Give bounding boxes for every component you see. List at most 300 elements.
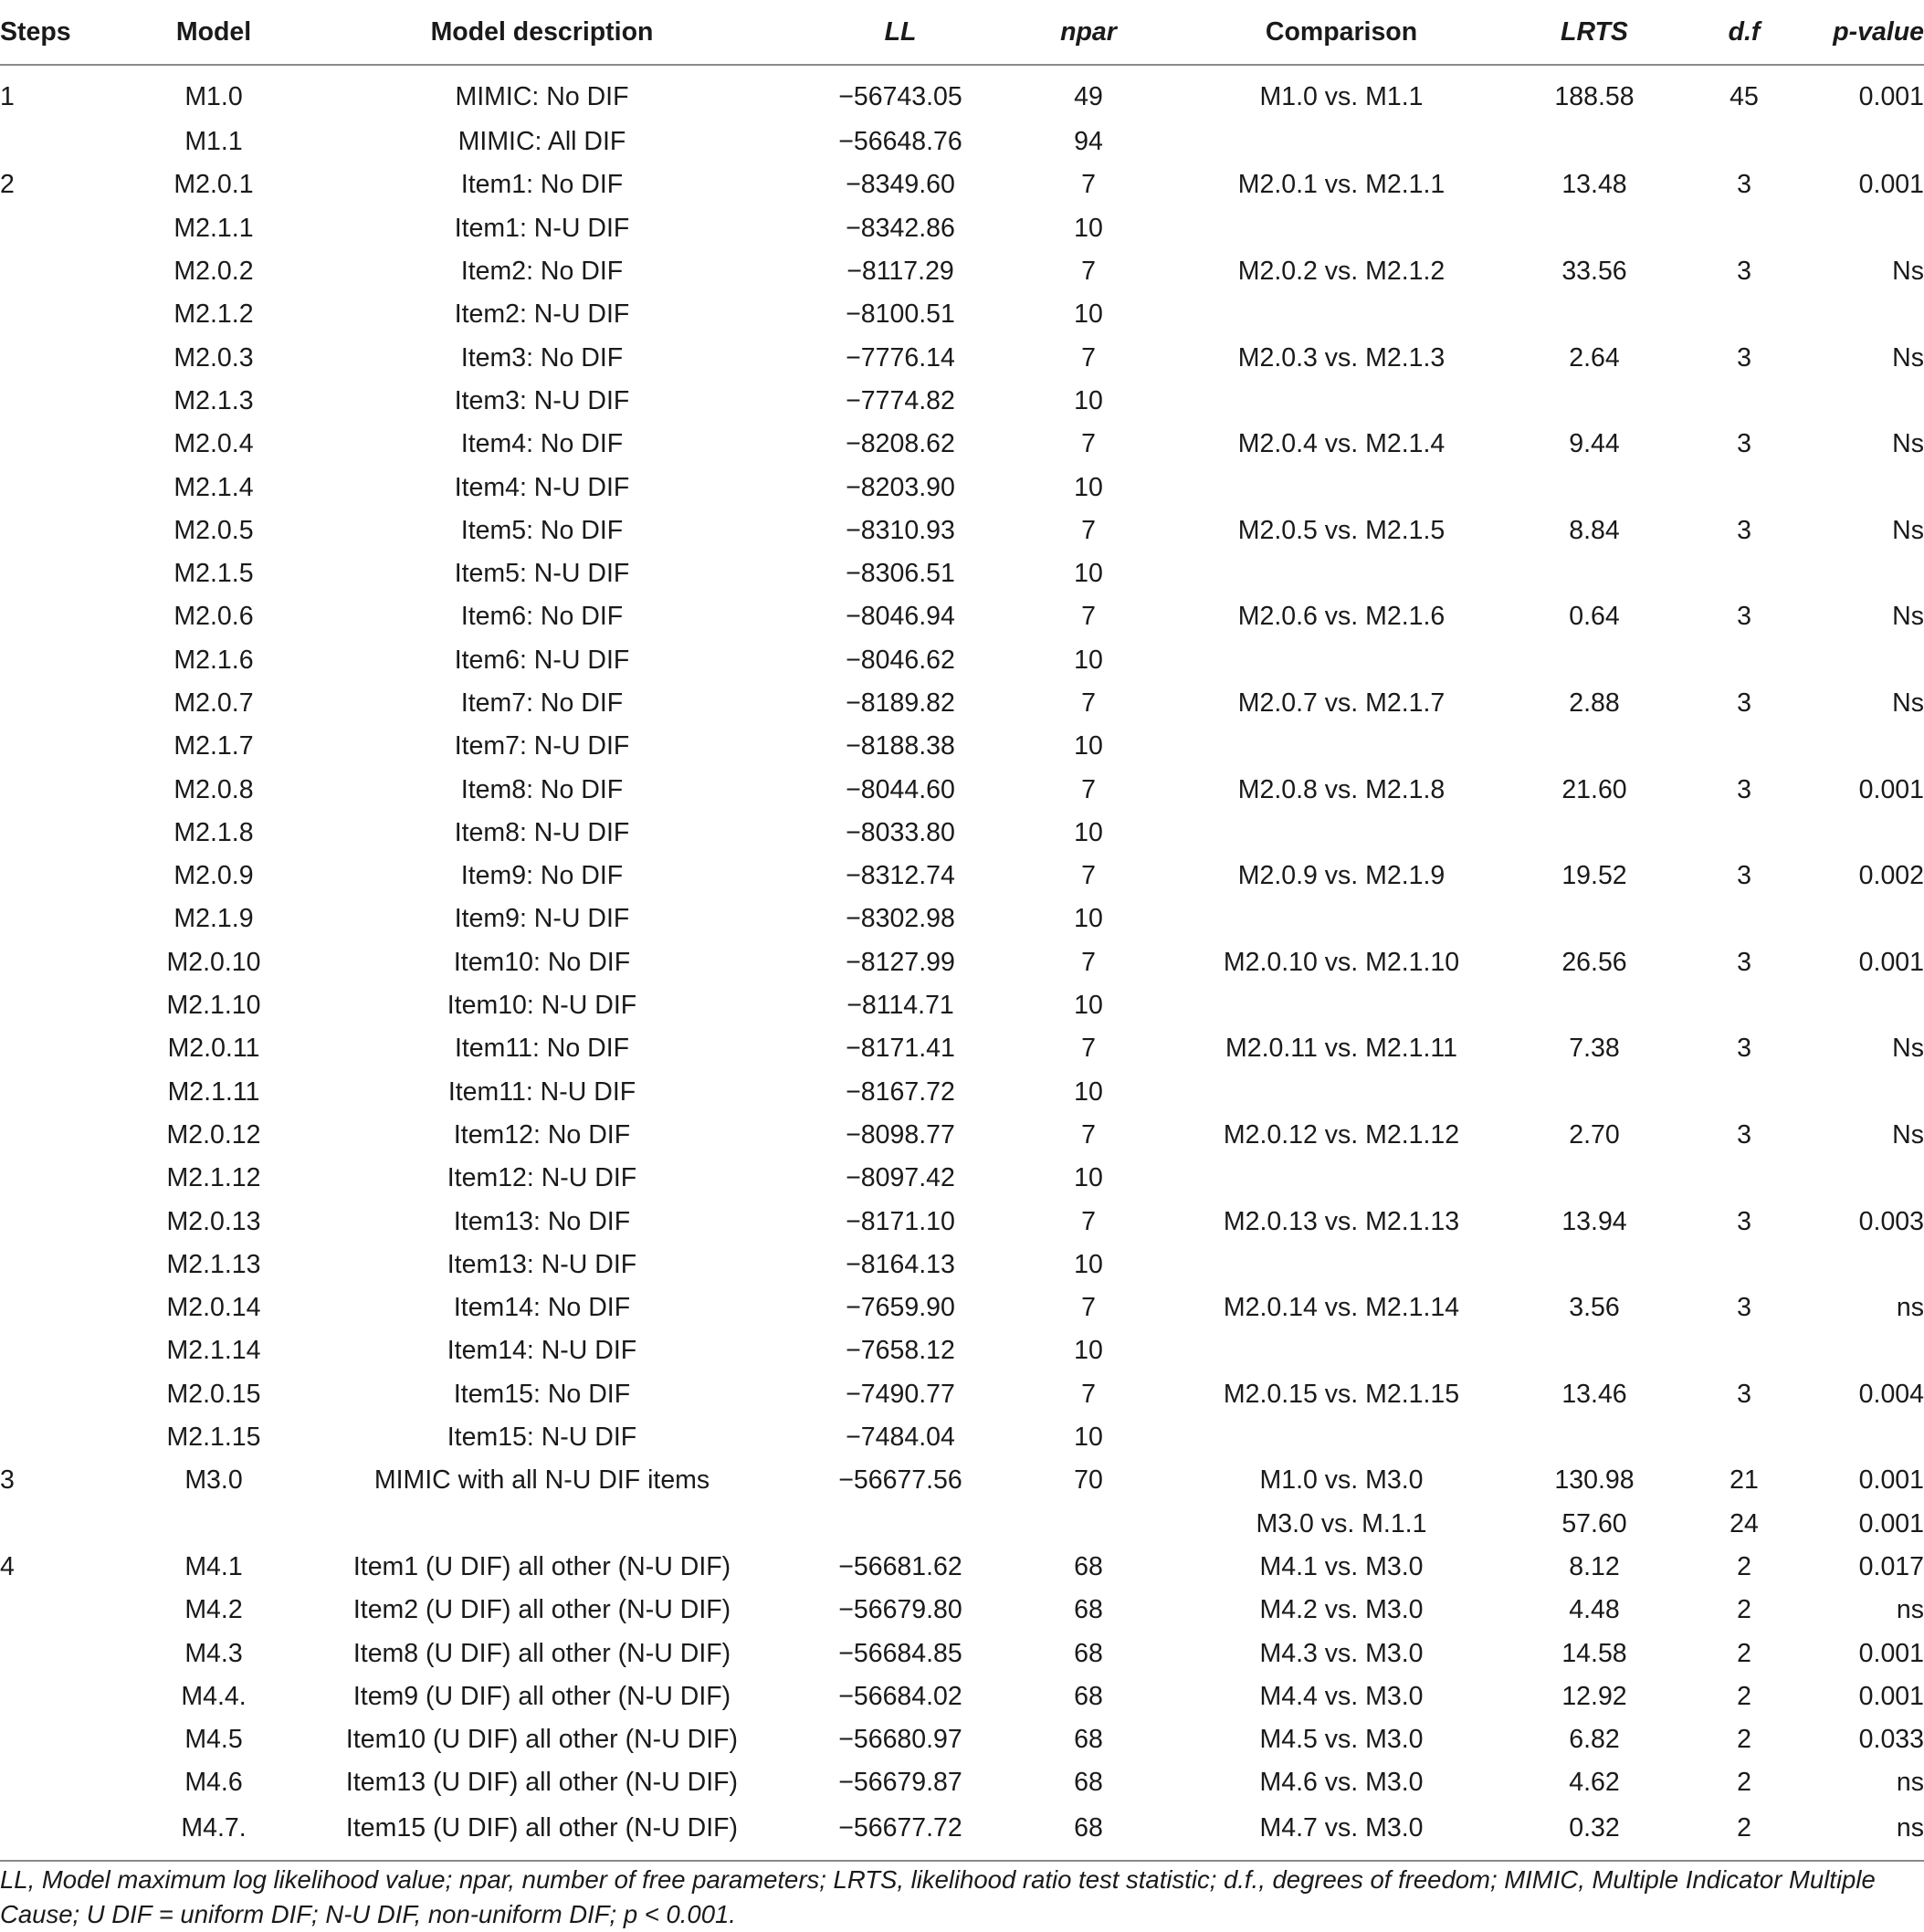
- cell-lrts: 13.46: [1561, 1379, 1627, 1409]
- cell-model-description: Item9 (U DIF) all other (N-U DIF): [352, 1681, 731, 1711]
- cell-comparison: M2.0.14 vs. M2.1.14: [1223, 1293, 1460, 1323]
- cell-model-description: Item12: N-U DIF: [447, 1163, 637, 1193]
- cell-ll: −56679.80: [838, 1595, 962, 1625]
- table-row: [0, 898, 1924, 940]
- cell-model: M4.6: [184, 1768, 243, 1798]
- cell-lrts: [1526, 293, 1663, 336]
- cell-model-description: Item1: N-U DIF: [454, 213, 630, 243]
- cell-model: M1.1: [184, 127, 243, 157]
- cell-df: 3: [1737, 257, 1751, 287]
- cell-model: M2.1.6: [173, 645, 254, 675]
- table-footnote: LL, Model maximum log likelihood value; npar, number of free parameters; LRTS, likelihood ratio test statistic; d.f., degrees of freedom; MIMIC, Multiple Indicator Multiple Cause; U DIF = uniform DIF; N-U DIF, non-uniform DIF; p < 0.001.: [0, 1865, 1876, 1928]
- cell-model-description: Item7: N-U DIF: [454, 731, 630, 761]
- cell-lrts: [1526, 466, 1663, 509]
- cell-model-description: Item11: No DIF: [454, 1034, 630, 1064]
- cell-p-value: [1825, 1157, 1924, 1200]
- cell-npar: 10: [1074, 817, 1103, 847]
- cell-ll: −56684.02: [838, 1681, 962, 1711]
- cell-model: M2.0.1: [173, 170, 254, 200]
- cell-npar: 10: [1074, 299, 1103, 330]
- cell-model: M2.1.5: [173, 559, 254, 589]
- cell-lrts: [1526, 121, 1663, 163]
- cell-step: [0, 552, 124, 595]
- cell-npar: 94: [1074, 127, 1103, 157]
- cell-npar: 10: [1074, 472, 1103, 502]
- cell-comparison: [1157, 1244, 1526, 1286]
- cell-ll: −8188.38: [846, 731, 955, 761]
- table-row: [0, 595, 1924, 638]
- table-row: [0, 509, 1924, 552]
- cell-lrts: 26.56: [1561, 947, 1627, 977]
- cell-ll: −8312.74: [846, 861, 955, 891]
- cell-model-description: Item3: No DIF: [460, 342, 624, 373]
- cell-lrts: [1526, 207, 1663, 250]
- cell-npar: 7: [1081, 1034, 1096, 1064]
- table-row: [0, 1329, 1924, 1372]
- table-row: [0, 1718, 1924, 1761]
- cell-npar: 68: [1074, 1768, 1103, 1798]
- cell-p-value: 0.033: [1858, 1725, 1924, 1755]
- cell-model-description: Item11: N-U DIF: [447, 1076, 636, 1107]
- cell-df: 3: [1737, 1206, 1751, 1236]
- cell-model-description: Item8 (U DIF) all other (N-U DIF): [352, 1638, 731, 1668]
- cell-comparison: M4.5 vs. M3.0: [1259, 1725, 1424, 1755]
- table-row: [0, 941, 1924, 984]
- cell-npar: 10: [1074, 904, 1103, 934]
- cell-step: [0, 1071, 124, 1114]
- cell-comparison: M1.0 vs. M1.1: [1259, 81, 1424, 111]
- cell-p-value: [1825, 121, 1924, 163]
- cell-npar: 10: [1074, 645, 1103, 675]
- cell-df: [1663, 552, 1825, 595]
- cell-step: [0, 293, 124, 336]
- cell-model: M2.0.5: [173, 515, 254, 545]
- table-row: [0, 336, 1924, 379]
- cell-step: 2: [0, 170, 15, 200]
- cell-npar: 10: [1074, 1076, 1103, 1107]
- cell-ll: −56677.56: [838, 1465, 962, 1496]
- cell-df: 3: [1737, 515, 1751, 545]
- cell-model-description: Item15: N-U DIF: [447, 1423, 637, 1453]
- cell-comparison: M4.3 vs. M3.0: [1259, 1638, 1424, 1668]
- cell-p-value: [1825, 812, 1924, 855]
- header-df: d.f: [1663, 0, 1825, 65]
- cell-lrts: 4.48: [1569, 1595, 1620, 1625]
- cell-df: 2: [1737, 1638, 1751, 1668]
- cell-lrts: 57.60: [1561, 1508, 1627, 1538]
- cell-model: M2.0.8: [173, 774, 254, 804]
- cell-step: [0, 1157, 124, 1200]
- cell-model-description: Item4: No DIF: [460, 429, 624, 459]
- cell-model-description: Item6: No DIF: [460, 602, 624, 632]
- cell-df: 2: [1663, 1805, 1825, 1861]
- cell-comparison: M1.0 vs. M3.0: [1259, 1465, 1424, 1496]
- cell-ll: −8098.77: [846, 1119, 955, 1150]
- cell-comparison: [1157, 1329, 1526, 1372]
- cell-step: [0, 1675, 124, 1718]
- cell-model: M4.5: [184, 1725, 243, 1755]
- cell-comparison: [1157, 1071, 1526, 1114]
- header-comparison: Comparison: [1157, 0, 1526, 65]
- cell-step: [0, 1589, 124, 1632]
- cell-ll: −8114.71: [846, 991, 954, 1021]
- cell-npar: 7: [1081, 861, 1096, 891]
- cell-ll: −7490.77: [846, 1379, 955, 1409]
- cell-npar: 68: [1074, 1595, 1103, 1625]
- header-npar: npar: [1020, 0, 1157, 65]
- cell-ll: −7776.14: [846, 342, 955, 373]
- cell-p-value: 0.001: [1858, 1638, 1924, 1668]
- cell-ll: −8097.42: [846, 1163, 955, 1193]
- cell-df: [1663, 121, 1825, 163]
- header-steps: Steps: [0, 0, 124, 65]
- cell-model-description: Item5: N-U DIF: [454, 559, 630, 589]
- cell-step: [0, 941, 124, 984]
- cell-df: 2: [1737, 1768, 1751, 1798]
- cell-comparison: [1157, 725, 1526, 768]
- cell-comparison: [1157, 984, 1526, 1027]
- cell-lrts: [1526, 812, 1663, 855]
- cell-lrts: 0.32: [1526, 1805, 1663, 1861]
- cell-p-value: [1825, 1244, 1924, 1286]
- header-p-value: p-value: [1825, 0, 1924, 65]
- cell-step: [0, 595, 124, 638]
- cell-model-description: Item13: No DIF: [453, 1206, 631, 1236]
- cell-step: [0, 1761, 124, 1804]
- cell-ll: −8306.51: [846, 559, 955, 589]
- cell-model: M2.1.13: [166, 1249, 261, 1279]
- cell-ll: −56679.87: [838, 1768, 962, 1798]
- cell-p-value: 0.002: [1858, 861, 1924, 891]
- cell-npar: 10: [1074, 385, 1103, 415]
- cell-df: 3: [1737, 947, 1751, 977]
- cell-model-description: Item14: N-U DIF: [447, 1336, 637, 1366]
- cell-step: [0, 1503, 124, 1546]
- cell-npar: 10: [1074, 1249, 1103, 1279]
- cell-ll: −56680.97: [838, 1725, 962, 1755]
- cell-ll: −8203.90: [846, 472, 955, 502]
- table-row: [0, 423, 1924, 466]
- cell-comparison: M2.0.9 vs. M2.1.9: [1237, 861, 1446, 891]
- cell-p-value: 0.001: [1858, 774, 1924, 804]
- cell-lrts: 8.12: [1569, 1551, 1620, 1581]
- cell-model: M2.1.9: [173, 904, 254, 934]
- cell-step: [0, 423, 124, 466]
- cell-comparison: M3.0 vs. M.1.1: [1256, 1508, 1427, 1538]
- cell-model: M2.1.14: [166, 1336, 261, 1366]
- table-row: [0, 1675, 1924, 1718]
- table-row: [0, 768, 1924, 811]
- cell-p-value: [1825, 293, 1924, 336]
- cell-ll: −56684.85: [838, 1638, 962, 1668]
- cell-npar: 68: [1074, 1725, 1103, 1755]
- cell-comparison: M2.0.12 vs. M2.1.12: [1223, 1119, 1460, 1150]
- cell-lrts: [1526, 725, 1663, 768]
- cell-step: [0, 1373, 124, 1416]
- cell-step: [0, 466, 124, 509]
- cell-lrts: 13.48: [1561, 170, 1627, 200]
- cell-lrts: [1526, 1071, 1663, 1114]
- cell-p-value: 0.001: [1858, 1508, 1924, 1538]
- cell-step: [0, 898, 124, 940]
- cell-step: [0, 1114, 124, 1157]
- table-row: [0, 121, 1924, 163]
- cell-model-description: MIMIC with all N-U DIF items: [373, 1465, 710, 1496]
- cell-model: M4.4.: [181, 1681, 247, 1711]
- cell-step: [0, 639, 124, 682]
- cell-step: [0, 1027, 124, 1070]
- cell-step: [0, 1805, 124, 1861]
- cell-step: 4: [0, 1551, 15, 1581]
- cell-model: M4.7.: [124, 1805, 303, 1861]
- cell-model-description: Item10: No DIF: [453, 947, 631, 977]
- cell-model: M2.1.8: [173, 817, 254, 847]
- cell-model-description: Item2 (U DIF) all other (N-U DIF): [352, 1595, 731, 1625]
- table-row: [0, 1416, 1924, 1459]
- cell-df: [1663, 639, 1825, 682]
- cell-model: M2.0.7: [173, 688, 254, 718]
- cell-model-description: Item7: No DIF: [460, 688, 624, 718]
- cell-p-value: [1825, 1416, 1924, 1459]
- cell-df: [1663, 1416, 1825, 1459]
- cell-lrts: [1526, 639, 1663, 682]
- cell-df: 3: [1737, 342, 1751, 373]
- table-row: [0, 1761, 1924, 1804]
- cell-model: M2.1.12: [166, 1163, 261, 1193]
- cell-ll: −8310.93: [846, 515, 955, 545]
- cell-df: 2: [1737, 1595, 1751, 1625]
- cell-ll: −8046.62: [846, 645, 955, 675]
- cell-step: 3: [0, 1465, 15, 1496]
- cell-npar: 10: [1074, 1423, 1103, 1453]
- cell-model-description: Item10 (U DIF) all other (N-U DIF): [345, 1725, 739, 1755]
- cell-df: [1663, 1071, 1825, 1114]
- cell-model-description: Item8: No DIF: [460, 774, 624, 804]
- cell-model-description: Item14: No DIF: [453, 1293, 631, 1323]
- cell-comparison: [1157, 812, 1526, 855]
- cell-lrts: 13.94: [1561, 1206, 1627, 1236]
- table-row: [0, 293, 1924, 336]
- cell-ll: −8117.29: [846, 257, 954, 287]
- cell-step: [0, 1416, 124, 1459]
- cell-npar: 10: [1074, 731, 1103, 761]
- table-row: [0, 1027, 1924, 1070]
- table-row: [0, 65, 1924, 121]
- cell-p-value: [1825, 639, 1924, 682]
- cell-npar: 68: [1074, 1551, 1103, 1581]
- cell-lrts: [1526, 380, 1663, 423]
- cell-model: M2.1.2: [173, 299, 254, 330]
- cell-lrts: 2.64: [1569, 342, 1620, 373]
- cell-step: [0, 812, 124, 855]
- cell-p-value: 0.001: [1858, 1465, 1924, 1496]
- cell-ll: −56743.05: [838, 81, 962, 111]
- table-row: [0, 1114, 1924, 1157]
- cell-p-value: 0.003: [1858, 1206, 1924, 1236]
- cell-step: [0, 121, 124, 163]
- cell-comparison: M4.2 vs. M3.0: [1259, 1595, 1424, 1625]
- cell-npar: 68: [1074, 1638, 1103, 1668]
- cell-df: [1663, 1329, 1825, 1372]
- cell-p-value: [1825, 207, 1924, 250]
- cell-df: [1663, 207, 1825, 250]
- cell-lrts: [1526, 1244, 1663, 1286]
- cell-p-value: [1825, 725, 1924, 768]
- cell-model: M2.1.4: [173, 472, 254, 502]
- cell-step: [0, 250, 124, 293]
- cell-model: M2.0.3: [173, 342, 254, 373]
- cell-lrts: [1526, 1329, 1663, 1372]
- table-row: [0, 207, 1924, 250]
- cell-ll: −8208.62: [846, 429, 955, 459]
- cell-npar: 7: [1081, 688, 1096, 718]
- cell-model-description: [303, 1503, 781, 1546]
- cell-comparison: [1157, 1416, 1526, 1459]
- table-row: [0, 1157, 1924, 1200]
- cell-step: [0, 336, 124, 379]
- cell-model-description: Item2: No DIF: [460, 257, 624, 287]
- cell-npar: 7: [1081, 429, 1096, 459]
- cell-p-value: 0.001: [1858, 81, 1924, 111]
- cell-ll: −8189.82: [846, 688, 955, 718]
- cell-df: 2: [1737, 1551, 1751, 1581]
- cell-lrts: 188.58: [1554, 81, 1635, 111]
- table-row: [0, 1200, 1924, 1243]
- cell-model-description: Item8: N-U DIF: [454, 817, 630, 847]
- cell-npar: 7: [1081, 1293, 1096, 1323]
- cell-p-value: [1825, 984, 1924, 1027]
- cell-lrts: 2.70: [1569, 1119, 1620, 1150]
- cell-model-description: MIMIC: No DIF: [455, 81, 629, 111]
- cell-model: M2.0.11: [167, 1034, 260, 1064]
- cell-lrts: 2.88: [1569, 688, 1620, 718]
- cell-lrts: 12.92: [1561, 1681, 1627, 1711]
- cell-ll: −56648.76: [838, 127, 962, 157]
- cell-npar: 10: [1074, 1163, 1103, 1193]
- table-row: [0, 984, 1924, 1027]
- cell-lrts: 19.52: [1561, 861, 1627, 891]
- cell-lrts: 6.82: [1569, 1725, 1620, 1755]
- cell-model: [124, 1503, 303, 1546]
- cell-model: M2.1.7: [173, 731, 254, 761]
- cell-step: [0, 1244, 124, 1286]
- cell-npar: 7: [1081, 515, 1096, 545]
- cell-p-value: 0.001: [1858, 1681, 1924, 1711]
- cell-lrts: 9.44: [1569, 429, 1620, 459]
- cell-model: M2.0.15: [166, 1379, 261, 1409]
- cell-comparison: M2.0.7 vs. M2.1.7: [1237, 688, 1446, 718]
- cell-model: M2.0.12: [166, 1119, 261, 1150]
- cell-p-value: Ns: [1892, 257, 1924, 287]
- cell-npar: 7: [1081, 1206, 1096, 1236]
- cell-step: [0, 207, 124, 250]
- cell-model: M4.1: [184, 1551, 243, 1581]
- cell-model: M3.0: [184, 1465, 243, 1496]
- cell-model-description: Item15 (U DIF) all other (N-U DIF): [303, 1805, 781, 1861]
- cell-comparison: M2.0.10 vs. M2.1.10: [1223, 947, 1460, 977]
- cell-ll: −8349.60: [846, 170, 955, 200]
- table-row: [0, 163, 1924, 206]
- cell-lrts: [1526, 898, 1663, 940]
- cell-comparison: [1157, 466, 1526, 509]
- cell-npar: 7: [1081, 1379, 1096, 1409]
- cell-p-value: Ns: [1892, 515, 1924, 545]
- cell-model-description: Item13 (U DIF) all other (N-U DIF): [345, 1768, 739, 1798]
- cell-p-value: 0.004: [1858, 1379, 1924, 1409]
- cell-model: M2.1.1: [173, 213, 254, 243]
- cell-ll: −8171.10: [846, 1206, 955, 1236]
- cell-ll: −8302.98: [846, 904, 955, 934]
- cell-lrts: 8.84: [1569, 515, 1620, 545]
- cell-step: [0, 725, 124, 768]
- cell-p-value: [1825, 380, 1924, 423]
- cell-lrts: 7.38: [1569, 1034, 1620, 1064]
- cell-model-description: Item15: No DIF: [453, 1379, 631, 1409]
- cell-df: 3: [1737, 774, 1751, 804]
- cell-lrts: [1526, 984, 1663, 1027]
- cell-npar: 7: [1081, 1119, 1096, 1150]
- table-row: [0, 725, 1924, 768]
- header-lrts: LRTS: [1526, 0, 1663, 65]
- table-row: [0, 639, 1924, 682]
- cell-model-description: Item2: N-U DIF: [454, 299, 630, 330]
- cell-model-description: Item10: N-U DIF: [447, 991, 637, 1021]
- cell-model-description: Item9: N-U DIF: [454, 904, 630, 934]
- cell-comparison: [1157, 552, 1526, 595]
- cell-df: 3: [1737, 688, 1751, 718]
- table-row: [0, 855, 1924, 898]
- cell-comparison: [1157, 639, 1526, 682]
- table-row: [0, 380, 1924, 423]
- cell-lrts: [1526, 1416, 1663, 1459]
- cell-p-value: Ns: [1892, 1034, 1924, 1064]
- cell-npar: 7: [1081, 342, 1096, 373]
- table-row: [0, 1286, 1924, 1329]
- cell-model: M2.0.13: [166, 1206, 261, 1236]
- table-row: [0, 466, 1924, 509]
- cell-df: 3: [1737, 1293, 1751, 1323]
- cell-npar: 10: [1074, 991, 1103, 1021]
- cell-ll: −8342.86: [846, 213, 955, 243]
- cell-df: [1663, 1157, 1825, 1200]
- cell-ll: −7774.82: [846, 385, 955, 415]
- cell-model-description: Item9: No DIF: [460, 861, 624, 891]
- cell-model-description: Item1: No DIF: [460, 170, 624, 200]
- cell-df: 3: [1737, 861, 1751, 891]
- cell-model-description: Item3: N-U DIF: [454, 385, 630, 415]
- cell-df: [1663, 898, 1825, 940]
- cell-df: 21: [1729, 1465, 1759, 1496]
- cell-model: M1.0: [184, 81, 243, 111]
- cell-comparison: M2.0.15 vs. M2.1.15: [1223, 1379, 1460, 1409]
- cell-npar: 10: [1074, 213, 1103, 243]
- cell-lrts: [1526, 552, 1663, 595]
- cell-lrts: 33.56: [1561, 257, 1627, 287]
- cell-step: [0, 1329, 124, 1372]
- cell-comparison: M4.6 vs. M3.0: [1259, 1768, 1424, 1798]
- cell-model: M2.0.4: [173, 429, 254, 459]
- cell-model: M2.1.15: [166, 1423, 261, 1453]
- cell-lrts: 130.98: [1554, 1465, 1635, 1496]
- cell-p-value: Ns: [1892, 688, 1924, 718]
- cell-step: [0, 1632, 124, 1675]
- cell-comparison: M2.0.4 vs. M2.1.4: [1237, 429, 1446, 459]
- cell-p-value: 0.017: [1858, 1551, 1924, 1581]
- cell-p-value: Ns: [1892, 429, 1924, 459]
- cell-df: 2: [1737, 1725, 1751, 1755]
- cell-step: [0, 380, 124, 423]
- cell-ll: −8171.41: [846, 1034, 955, 1064]
